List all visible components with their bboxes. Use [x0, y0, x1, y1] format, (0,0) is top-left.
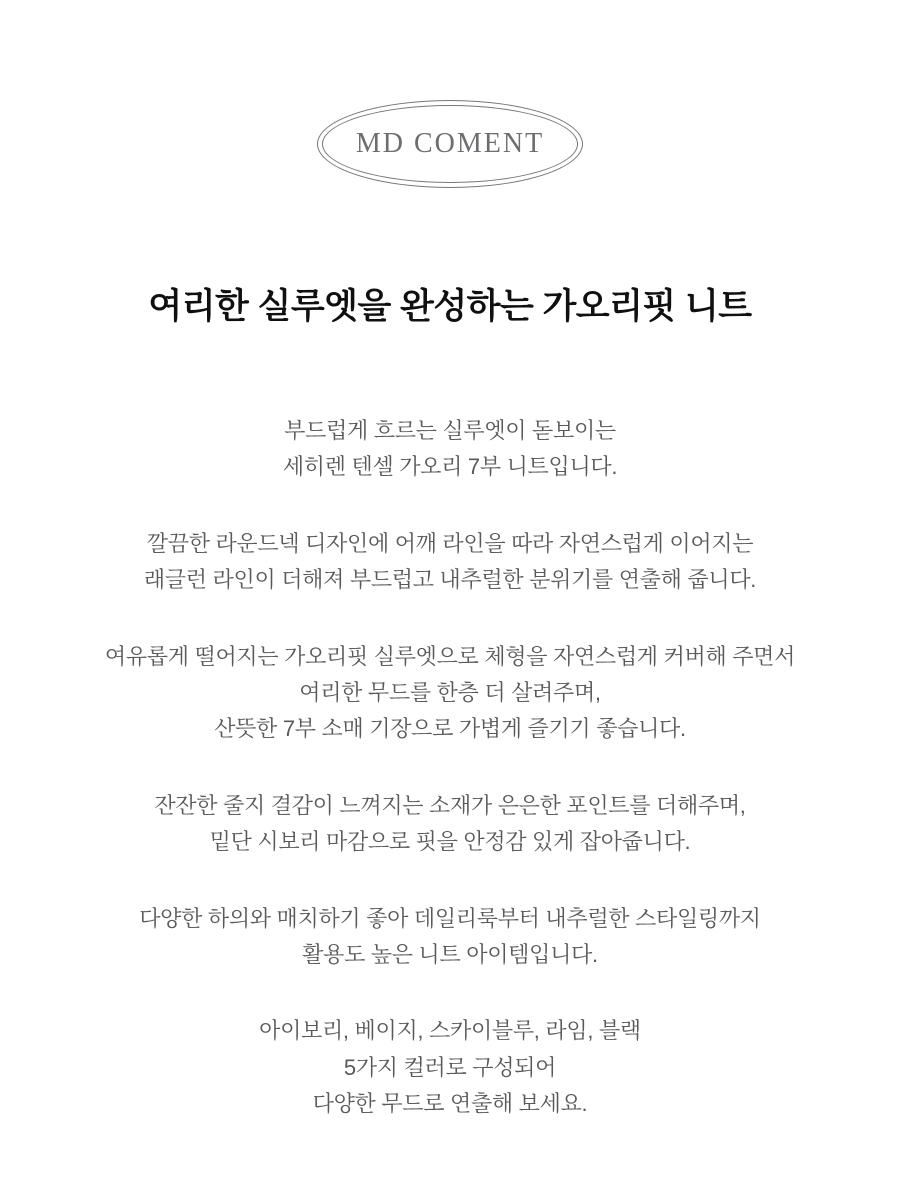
product-description	[0, 413, 900, 1123]
description-line: 아이보리, 베이지, 스카이블루, 라임, 블랙	[259, 1018, 641, 1044]
description-paragraph-6	[0, 1013, 900, 1122]
description-line: 5가지 컬러로 구성되어	[343, 1054, 557, 1080]
description-line: 여유롭게 떨어지는 가오리핏 실루엣으로 체형을 자연스럽게 커버해 주면서	[104, 643, 796, 669]
description-line: 활용도 높은 니트 아이템입니다.	[302, 942, 598, 968]
product-headline: 여리한 실루엣을 완성하는 가오리핏 니트	[148, 287, 752, 326]
description-line: 밑단 시보리 마감으로 핏을 안정감 있게 잡아줍니다.	[209, 829, 691, 855]
description-line: 부드럽게 흐르는 실루엣이 돋보이는	[284, 418, 616, 443]
description-paragraph-4	[0, 788, 900, 861]
description-paragraph-5	[0, 901, 900, 974]
badge-label: MD COMENT	[355, 128, 545, 159]
description-line: 래글런 라인이 더해져 부드럽고 내추럴한 분위기를 연출해 줍니다.	[143, 567, 757, 593]
md-comment-badge	[317, 100, 583, 188]
description-line: 여리한 무드를 한층 더 살려주며,	[299, 680, 601, 706]
description-line: 잔잔한 줄지 결감이 느껴지는 소재가 은은한 포인트를 더해주며,	[154, 792, 746, 818]
badge-inner-ring	[322, 105, 578, 183]
description-line: 세히렌 텐셀 가오리 7부 니트입니다.	[282, 454, 618, 480]
description-line: 산뜻한 7부 소매 기장으로 가볍게 즐기기 좋습니다.	[214, 716, 686, 742]
description-line: 깔끔한 라운드넥 디자인에 어깨 라인을 따라 자연스럽게 이어지는	[146, 530, 754, 556]
description-line: 다양한 무드로 연출해 보세요.	[312, 1091, 588, 1117]
description-paragraph-1	[0, 413, 900, 486]
description-paragraph-2	[0, 526, 900, 599]
description-line: 다양한 하의와 매치하기 좋아 데일리룩부터 내추럴한 스타일링까지	[139, 905, 761, 931]
description-paragraph-3	[0, 639, 900, 748]
